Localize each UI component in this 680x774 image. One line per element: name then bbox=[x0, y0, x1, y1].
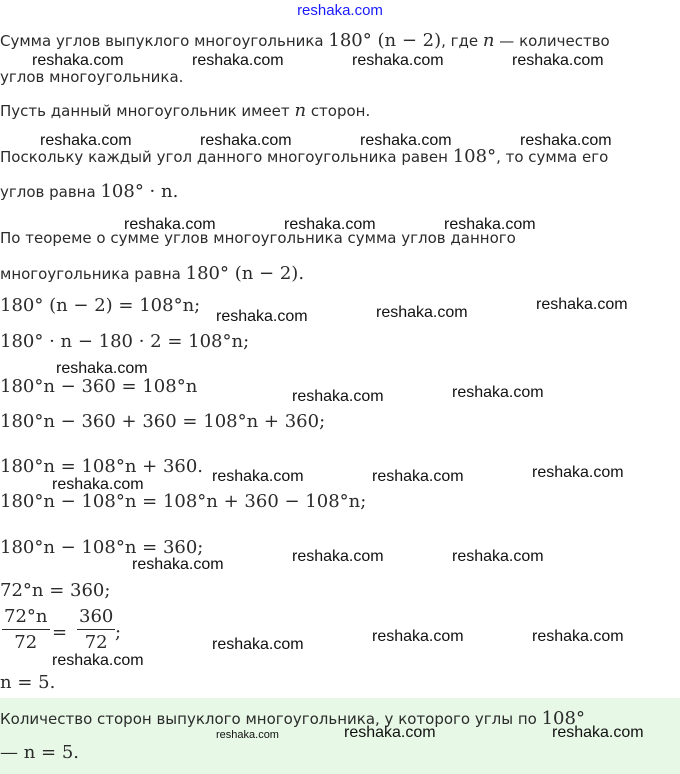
paragraph-4: По теореме о сумме углов многоугольника сумма углов данного bbox=[0, 229, 516, 247]
p2-text: Пусть данный многоугольник имеет bbox=[0, 102, 290, 120]
watermark: reshaka.com bbox=[344, 724, 436, 741]
equation-7: 180°n − 108°n = 360; bbox=[0, 537, 204, 558]
watermark: reshaka.com bbox=[520, 132, 612, 149]
watermark: reshaka.com bbox=[532, 464, 624, 481]
watermark: reshaka.com bbox=[52, 476, 144, 493]
watermark: reshaka.com bbox=[132, 556, 224, 573]
watermark: reshaka.com bbox=[52, 652, 144, 669]
p3-math: 108° bbox=[452, 146, 497, 167]
p3-text: Поскольку каждый угол данного многоугольника равен bbox=[0, 148, 448, 166]
equation-6: 180°n − 108°n = 108°n + 360 − 108°n; bbox=[0, 491, 367, 512]
paragraph-3-line2 bbox=[0, 181, 178, 202]
fraction-left bbox=[2, 606, 50, 653]
paragraph-2 bbox=[0, 100, 370, 121]
equation-8: 72°n = 360; bbox=[0, 580, 111, 601]
answer-text: Количество сторон выпуклого многоугольника, у которого углы по bbox=[0, 710, 537, 728]
watermark: reshaka.com bbox=[200, 132, 292, 149]
watermark: reshaka.com bbox=[212, 468, 304, 485]
paragraph-1 bbox=[0, 30, 610, 51]
fraction-left-denominator: 72 bbox=[14, 632, 38, 653]
p3-line2-math: 108° · n. bbox=[100, 181, 179, 202]
p1-text-c: — количество bbox=[499, 32, 610, 50]
fraction-right bbox=[77, 606, 115, 653]
watermark: reshaka.com bbox=[292, 388, 384, 405]
equation-1: 180° (n − 2) = 108°n; bbox=[0, 295, 201, 316]
watermark: reshaka.com bbox=[56, 360, 148, 377]
watermark: reshaka.com bbox=[352, 52, 444, 69]
p4-line2-text: многоугольника равна bbox=[0, 265, 181, 283]
watermark: reshaka.com bbox=[532, 628, 624, 645]
watermark: reshaka.com bbox=[552, 724, 644, 741]
watermark: reshaka.com bbox=[124, 216, 216, 233]
site-header-link[interactable]: reshaka.com bbox=[297, 2, 383, 19]
equation-3: 180°n − 360 = 108°n bbox=[0, 376, 198, 397]
p2-text-b: сторон. bbox=[310, 102, 371, 120]
fraction-equals: = bbox=[52, 622, 68, 643]
watermark: reshaka.com bbox=[32, 52, 124, 69]
fraction-right-numerator: 360 bbox=[77, 606, 115, 630]
watermark: reshaka.com bbox=[376, 304, 468, 321]
paragraph-1-line2: углов многоугольника. bbox=[0, 68, 184, 86]
p1-n: n bbox=[482, 30, 495, 51]
watermark: reshaka.com bbox=[452, 384, 544, 401]
watermark: reshaka.com bbox=[40, 132, 132, 149]
p4-line2-math: 180° (n − 2). bbox=[185, 263, 305, 284]
watermark: reshaka.com bbox=[216, 308, 308, 325]
fraction-right-denominator: 72 bbox=[84, 632, 108, 653]
answer-math-a: 108° bbox=[541, 708, 585, 729]
watermark: reshaka.com bbox=[512, 52, 604, 69]
watermark: reshaka.com bbox=[452, 548, 544, 565]
p1-text-b: , где bbox=[441, 32, 479, 50]
watermark: reshaka.com bbox=[372, 468, 464, 485]
equation-9: n = 5. bbox=[0, 672, 56, 693]
p2-n: n bbox=[294, 100, 307, 121]
watermark: reshaka.com bbox=[192, 52, 284, 69]
watermark: reshaka.com bbox=[536, 296, 628, 313]
paragraph-4-line2 bbox=[0, 263, 304, 284]
p3-text-b: , то сумма его bbox=[496, 148, 609, 166]
watermark: reshaka.com bbox=[284, 216, 376, 233]
watermark: reshaka.com bbox=[292, 548, 384, 565]
watermark: reshaka.com bbox=[216, 729, 279, 741]
watermark: reshaka.com bbox=[444, 216, 536, 233]
p3-line2-text: углов равна bbox=[0, 183, 96, 201]
p1-math: 180° (n − 2) bbox=[328, 30, 442, 51]
watermark: reshaka.com bbox=[372, 628, 464, 645]
answer-line1 bbox=[0, 708, 585, 729]
watermark: reshaka.com bbox=[212, 636, 304, 653]
answer-line2: — n = 5. bbox=[0, 742, 80, 763]
equation-2: 180° · n − 180 · 2 = 108°n; bbox=[0, 331, 250, 352]
p1-text: Сумма углов выпуклого многоугольника bbox=[0, 32, 324, 50]
fraction-left-numerator: 72°n bbox=[2, 606, 50, 630]
fraction-semicolon: ; bbox=[115, 622, 122, 643]
equation-5: 180°n = 108°n + 360. bbox=[0, 456, 204, 477]
watermark: reshaka.com bbox=[360, 132, 452, 149]
equation-4: 180°n − 360 + 360 = 108°n + 360; bbox=[0, 411, 326, 432]
